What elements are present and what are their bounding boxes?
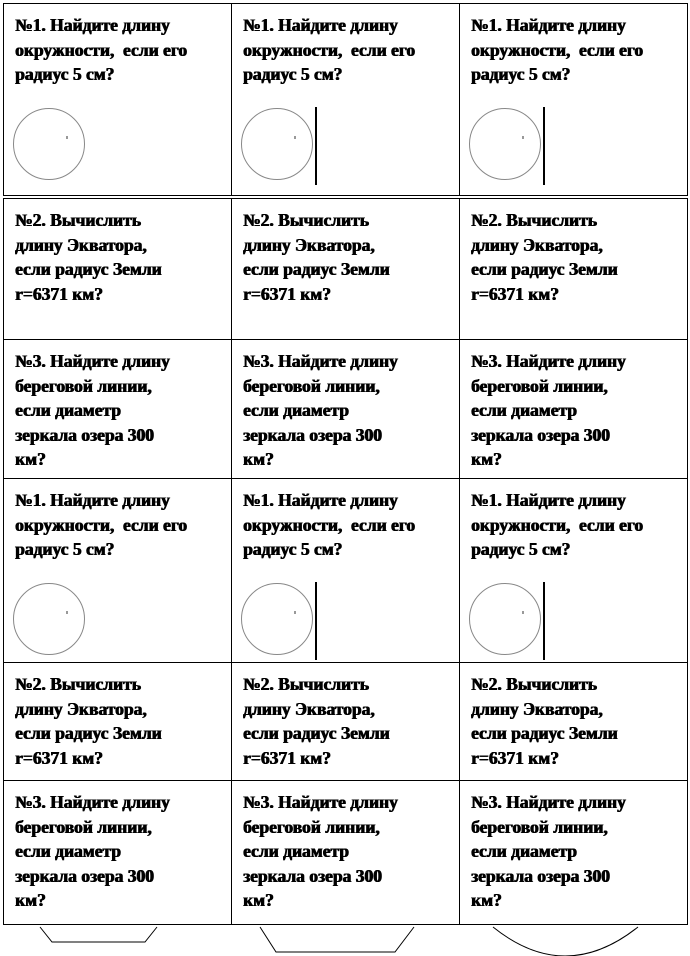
task-card-q1 [231,3,460,196]
task-card-q2 [3,198,232,340]
circle-center-mark [294,136,296,139]
task-text: №2. Вычислить длину Экватора, если радиус Земли r=6371 км? [243,674,390,768]
task-card-q2 [231,662,460,781]
circle-figure [241,108,313,180]
task-text: №3. Найдите длину береговой линии, если диаметр зеркала озера 300 км? [243,351,398,469]
task-card-q3 [459,780,688,925]
task-text: №3. Найдите длину береговой линии, если диаметр зеркала озера 300 км? [471,351,626,469]
task-text: №3. Найдите длину береговой линии, если диаметр зеркала озера 300 км? [15,792,170,910]
task-text: №2. Вычислить длину Экватора, если радиус Земли r=6371 км? [15,674,162,768]
task-text: №1. Найдите длину окружности, если его радиус 5 см? [15,15,188,84]
task-card-q2 [3,662,232,781]
task-card-q1 [231,478,460,663]
task-card-q2 [459,662,688,781]
circle-figure [13,583,85,655]
task-text: №1. Найдите длину окружности, если его радиус 5 см? [243,490,416,559]
circle-figure [241,583,313,655]
task-card-q3 [231,339,460,479]
task-text: №1. Найдите длину окружности, если его радиус 5 см? [471,490,644,559]
circle-center-mark [66,611,68,614]
vertical-line [543,582,545,660]
task-card-q2 [459,198,688,340]
task-card-q2 [231,198,460,340]
task-text: №3. Найдите длину береговой линии, если диаметр зеркала озера 300 км? [15,351,170,469]
vertical-line [315,107,317,185]
task-text: №1. Найдите длину окружности, если его радиус 5 см? [15,490,188,559]
task-card-q3 [3,339,232,479]
task-card-q3 [3,780,232,925]
task-text: №3. Найдите длину береговой линии, если диаметр зеркала озера 300 км? [243,792,398,910]
vertical-line [315,582,317,660]
circle-center-mark [294,611,296,614]
circle-center-mark [522,136,524,139]
task-card-q3 [459,339,688,479]
circle-center-mark [66,136,68,139]
task-card-q1 [3,478,232,663]
task-card-q1 [459,3,688,196]
task-text: №2. Вычислить длину Экватора, если радиус Земли r=6371 км? [15,210,162,304]
task-card-q3 [231,780,460,925]
circle-figure [469,583,541,655]
circle-figure [13,108,85,180]
task-text: №3. Найдите длину береговой линии, если диаметр зеркала озера 300 км? [471,792,626,910]
circle-center-mark [522,611,524,614]
task-text: №2. Вычислить длину Экватора, если радиус Земли r=6371 км? [243,210,390,304]
task-text: №1. Найдите длину окружности, если его радиус 5 см? [471,15,644,84]
task-card-q1 [459,478,688,663]
task-text: №2. Вычислить длину Экватора, если радиус Земли r=6371 км? [471,210,618,304]
vertical-line [543,107,545,185]
task-text: №1. Найдите длину окружности, если его радиус 5 см? [243,15,416,84]
circle-figure [469,108,541,180]
task-card-q1 [3,3,232,196]
task-text: №2. Вычислить длину Экватора, если радиус Земли r=6371 км? [471,674,618,768]
